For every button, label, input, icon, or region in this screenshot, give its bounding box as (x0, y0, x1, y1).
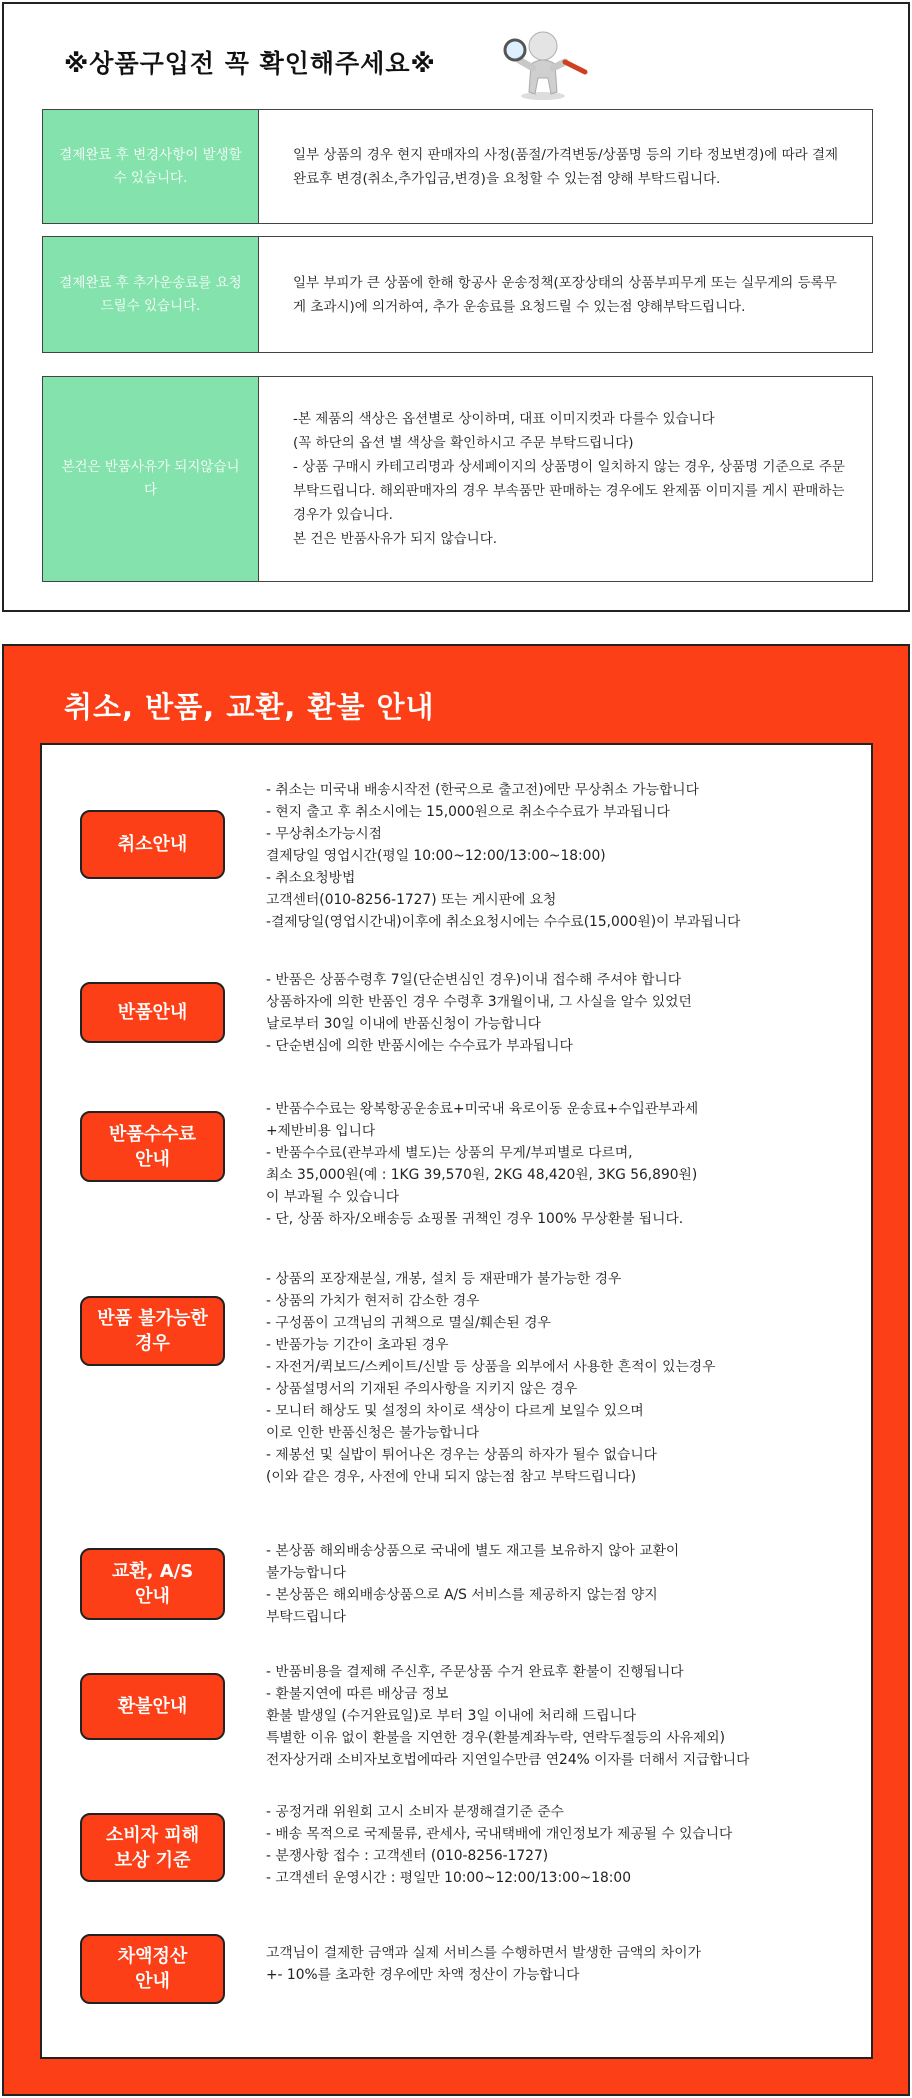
notice-row-heading: 결제완료 후 추가운송료를 요청드릴수 있습니다. (43, 237, 259, 352)
notice-row (42, 109, 873, 224)
section-text-price-difference: 고객님이 결제한 금액과 실제 서비스를 수행하면서 발생한 금액의 차이가 +- 10%를 초과한 경우에만 차액 정산이 가능합니다 (266, 1945, 701, 1983)
section-text-compensation: - 공정거래 위원회 고시 소비자 분쟁해결기준 준수 - 배송 목적으로 국제물류, 관세사, 국내택배에 개인정보가 제공될 수 있습니다 - 분쟁사항 접수 : 고객센터 (010-8256-1727) - 고객센터 운영시간 : 평일만 10:00~12:00/13:00~18:00 (266, 1804, 733, 1886)
section-text-non-returnable: - 상품의 포장재분실, 개봉, 설치 등 재판매가 불가능한 경우 - 상품의 가치가 현저히 감소한 경우 - 구성품이 고객님의 귀책으로 멸실/훼손된 경우 - 반품가능 기간이 초과된 경우 - 자전거/퀵보드/스케이트/신발 등 상품을 외부에서 사용한 흔적이 있는경우 - 상품설명서의 기재된 주의사항을 지키지 않은 경우 - 모니터 해상도 및 설정의 차이로 색상이 다르게 보일수 있으며 이로 인한 반품신청은 불가능합니다 - 제봉선 및 실밥이 튀어나온 경우는 상품의 하자가 될수 없습니다 (이와 같은 경우, 사전에 안내 되지 않는점 참고 부탁드립니다) (266, 1271, 716, 1485)
section-label-non-returnable: 반품 불가능한 경우 (80, 1296, 225, 1366)
notice-row (42, 376, 873, 582)
section-text-refund: - 반품비용을 결제해 주신후, 주문상품 수거 완료후 환불이 진행됩니다 - 환불지연에 따른 배상금 정보 환불 발생일 (수거완료일)로 부터 3일 이내에 처리해 드립니다 특별한 이유 없이 환불을 지연한 경우(환불계좌누락, 연락두절등의 사유제외) 전자상거래 소비자보호법에따라 지연일수만큼 연24% 이자를 더해서 지급합니다 (266, 1664, 750, 1768)
section-label-compensation: 소비자 피해 보상 기준 (80, 1813, 225, 1882)
notice-row-heading: 본건은 반품사유가 되지않습니다 (43, 377, 259, 581)
section-label-exchange-as: 교환, A/S 안내 (80, 1548, 225, 1620)
magnifier-figure-icon (493, 16, 593, 102)
section-text-cancel: - 취소는 미국내 배송시작전 (한국으로 출고전)에만 무상취소 가능합니다 - 현지 출고 후 취소시에는 15,000원으로 취소수수료가 부과됩니다 - 무상취소가능시점 결제당일 영업시간(평일 10:00~12:00/13:00~18:00) - 취소요청방법 고객센터(010-8256-1727) 또는 게시판에 요청 -결제당일(영업시간내)이후에 취소요청시에는 수수료(15,000원)이 부과됩니다 (266, 782, 741, 930)
section-text-return: - 반품은 상품수령후 7일(단순변심인 경우)이내 접수해 주셔야 합니다 상품하자에 의한 반품인 경우 수령후 3개월이내, 그 사실을 알수 있었던 날로부터 30일 이내에 반품신청이 가능합니다 - 단순변심에 의한 반품시에는 수수료가 부과됩니다 (266, 972, 692, 1054)
section-label-refund: 환불안내 (80, 1673, 225, 1740)
section-label-return-fee: 반품수수료 안내 (80, 1111, 225, 1182)
notice-row-heading: 결제완료 후 변경사항이 발생할 수 있습니다. (43, 110, 259, 223)
section-text-return-fee: - 반품수수료는 왕복항공운송료+미국내 육로이동 운송료+수입관부과세 +제반비용 입니다 - 반품수수료(관부과세 별도)는 상품의 무게/부피별로 다르며, 최소 35,000원(예 : 1KG 39,570원, 2KG 48,420원, 3KG 56,890원) 이 부과될 수 있습니다 - 단, 상품 하자/오배송등 쇼핑몰 귀책인 경우 100% 무상환불 됩니다. (266, 1101, 699, 1227)
notice-title: ※상품구입전 꼭 확인해주세요※ (64, 49, 436, 78)
notice-row (42, 236, 873, 353)
section-label-return: 반품안내 (80, 982, 225, 1043)
notice-row-body: 일부 상품의 경우 현지 판매자의 사정(품절/가격변동/상품명 등의 기타 정보변경)에 따라 결제완료후 변경(취소,추가입금,변경)을 요청할 수 있는점 양해 부탁드립니다. (293, 146, 839, 187)
guide-title: 취소, 반품, 교환, 환불 안내 (64, 690, 435, 724)
notice-row-body: -본 제품의 색상은 옵션별로 상이하며, 대표 이미지컷과 다를수 있습니다 (꼭 하단의 옵션 별 색상을 확인하시고 주문 부탁드립니다) - 상품 구매시 카테고리명과 상세페이지의 상품명이 일치하지 않는 경우, 상품명 기준으로 주문 부탁드립니다. 해외판매자의 경우 부속품만 판매하는 경우에도 완제품 이미지를 게시 판매하는 경우가 있습니다. 본 건은 반품사유가 되지 않습니다. (293, 411, 845, 547)
section-label-cancel: 취소안내 (80, 810, 225, 879)
notice-row-body: 일부 부피가 큰 상품에 한해 항공사 운송정책(포장상태의 상품부피무게 또는 실무게의 등록무게 초과시)에 의거하여, 추가 운송료를 요청드릴 수 있는점 양해부탁드립니다. (293, 274, 837, 315)
section-text-exchange-as: - 본상품 해외배송상품으로 국내에 별도 재고를 보유하지 않아 교환이 불가능합니다 - 본상품은 해외배송상품으로 A/S 서비스를 제공하지 않는점 양지 부탁드립니다 (266, 1543, 680, 1625)
section-label-price-difference: 차액정산 안내 (80, 1934, 225, 2004)
